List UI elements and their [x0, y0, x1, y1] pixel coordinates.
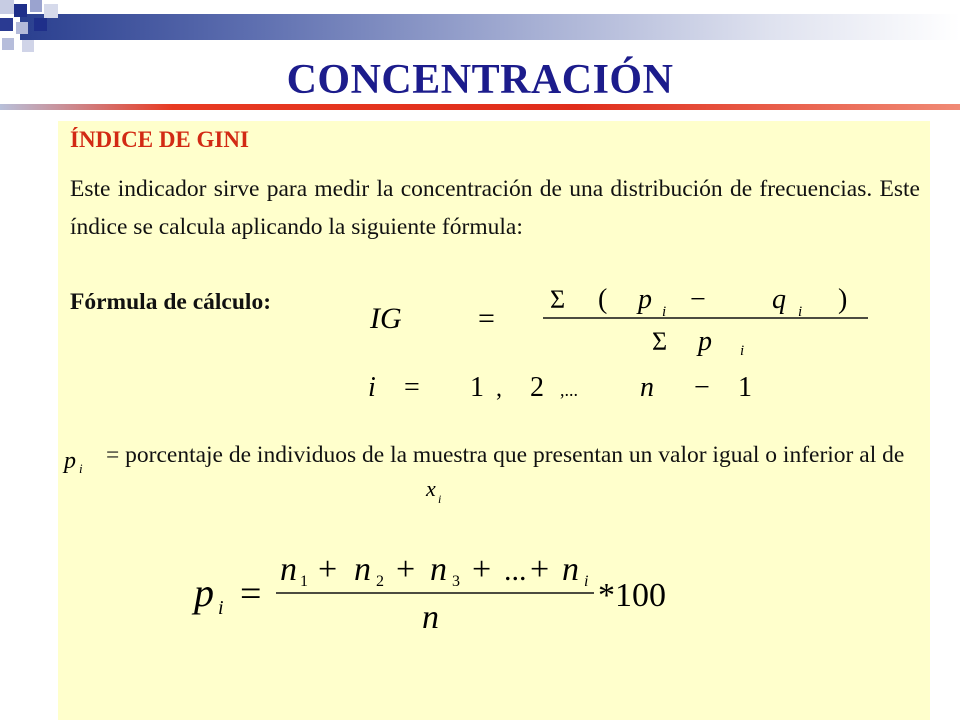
svg-text:i: i	[740, 343, 745, 359]
svg-text:i: i	[798, 304, 803, 320]
svg-text:p: p	[698, 326, 712, 357]
pi-denominator: n	[422, 599, 439, 636]
formula-label: Fórmula de cálculo:	[70, 289, 272, 315]
svg-text:Σ: Σ	[550, 285, 566, 314]
pi-numerator	[280, 551, 588, 590]
pi-definition-text: = porcentaje de individuos de la muestra que presentan un valor igual o inferior al de	[106, 442, 905, 468]
svg-text:2: 2	[530, 372, 544, 403]
svg-text:1: 1	[470, 372, 484, 403]
svg-text:x: x	[426, 478, 436, 501]
svg-text:,...: ,...	[560, 380, 578, 400]
svg-text:3: 3	[452, 573, 460, 590]
svg-text:i: i	[79, 461, 83, 476]
index-range-formula	[360, 366, 780, 406]
svg-text:n: n	[280, 551, 297, 588]
svg-text:n: n	[640, 372, 654, 403]
gini-numerator	[550, 284, 847, 320]
svg-text:q: q	[772, 284, 786, 315]
corner-square-5	[0, 18, 13, 31]
gini-formula	[360, 280, 880, 360]
svg-text:−: −	[694, 372, 710, 403]
svg-text:p: p	[64, 448, 76, 474]
intro-paragraph: Este indicador sirve para medir la concentración de una distribución de frecuencias. Este índice se calcula aplicando la siguiente fórmula:	[70, 176, 920, 240]
svg-text:...: ...	[504, 554, 527, 587]
svg-text:i: i	[438, 492, 442, 506]
pi-formula	[190, 548, 690, 638]
svg-text:=: =	[240, 573, 262, 615]
gini-denominator	[652, 326, 744, 359]
svg-text:i: i	[368, 372, 376, 403]
svg-text:n: n	[354, 551, 371, 588]
xi-symbol	[420, 478, 460, 508]
svg-text:i: i	[584, 573, 589, 590]
pi-definition	[70, 437, 920, 473]
svg-text:1: 1	[300, 573, 308, 590]
corner-square-7	[34, 18, 47, 31]
gini-equals: =	[478, 302, 495, 335]
svg-text:p: p	[638, 284, 652, 315]
corner-square-3	[30, 0, 42, 12]
svg-text:i: i	[218, 597, 224, 619]
svg-text:+: +	[472, 551, 492, 588]
corner-square-9	[22, 40, 34, 52]
svg-text:+: +	[396, 551, 416, 588]
svg-text:): )	[838, 284, 848, 315]
svg-text:−: −	[690, 284, 706, 315]
svg-text:i: i	[662, 304, 667, 320]
header-gradient-band	[20, 14, 960, 40]
section-subtitle: ÍNDICE DE GINI	[70, 127, 249, 152]
gini-lhs: IG	[370, 302, 402, 335]
pi-multiplier: *100	[598, 577, 666, 614]
svg-text:Σ: Σ	[652, 327, 668, 356]
svg-text:2: 2	[376, 573, 384, 590]
slide-title: CONCENTRACIÓN	[286, 57, 674, 103]
svg-text:n: n	[562, 551, 579, 588]
svg-text:+: +	[318, 551, 338, 588]
corner-square-8	[2, 38, 14, 50]
corner-square-1	[0, 0, 14, 14]
svg-text:1: 1	[738, 372, 752, 403]
svg-text:p: p	[194, 570, 214, 615]
title-underline	[0, 104, 960, 110]
svg-text:n: n	[430, 551, 447, 588]
corner-square-6	[16, 22, 28, 34]
svg-text:,: ,	[496, 376, 502, 402]
corner-square-4	[44, 4, 58, 18]
corner-square-2	[14, 4, 27, 17]
svg-text:=: =	[404, 372, 420, 403]
svg-text:(: (	[598, 284, 608, 315]
svg-text:+: +	[530, 551, 550, 588]
